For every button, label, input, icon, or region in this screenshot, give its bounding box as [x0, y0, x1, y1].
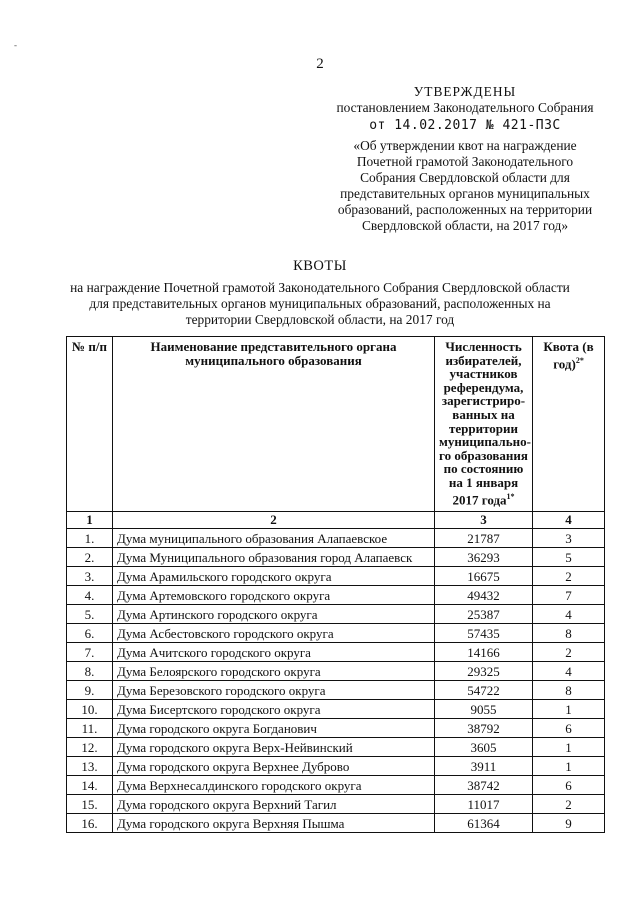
row-quota: 5	[533, 548, 605, 567]
row-quota: 7	[533, 586, 605, 605]
row-quota: 6	[533, 719, 605, 738]
document-title: КВОТЫ	[293, 258, 347, 274]
table-row	[67, 757, 605, 776]
table-row	[67, 567, 605, 586]
row-name: Дума городского округа Верхняя Пышма	[113, 814, 435, 833]
row-population: 25387	[435, 605, 533, 624]
row-number: 3.	[67, 567, 113, 586]
row-name: Дума Верхнесалдинского городского округа	[113, 776, 435, 795]
row-population: 49432	[435, 586, 533, 605]
row-population: 38792	[435, 719, 533, 738]
header-num: № п/п	[67, 337, 113, 512]
row-name: Дума Асбестовского городского округа	[113, 624, 435, 643]
row-population: 3605	[435, 738, 533, 757]
row-population: 21787	[435, 529, 533, 548]
row-number: 7.	[67, 643, 113, 662]
row-name: Дума городского округа Богданович	[113, 719, 435, 738]
row-number: 12.	[67, 738, 113, 757]
column-number: 3	[435, 512, 533, 529]
row-number: 2.	[67, 548, 113, 567]
table-row	[67, 624, 605, 643]
row-number: 4.	[67, 586, 113, 605]
row-name: Дума городского округа Верхний Тагил	[113, 795, 435, 814]
document-subtitle: на награждение Почетной грамотой Законодательного Собрания Свердловской области для представительных органов муниципальных образований, расположенных на территории Свердловской области, на 2017 год	[70, 280, 570, 327]
row-population: 38742	[435, 776, 533, 795]
row-name: Дума городского округа Верх-Нейвинский	[113, 738, 435, 757]
row-quota: 8	[533, 624, 605, 643]
table-row	[67, 662, 605, 681]
row-name: Дума Муниципального образования город Алапаевск	[113, 548, 435, 567]
header-quota: Квота (в год)$^{2*}$	[533, 337, 605, 512]
row-name: Дума Артинского городского округа	[113, 605, 435, 624]
row-number: 10.	[67, 700, 113, 719]
row-quota: 2	[533, 643, 605, 662]
row-population: 36293	[435, 548, 533, 567]
row-number: 15.	[67, 795, 113, 814]
row-number: 6.	[67, 624, 113, 643]
approved-by: постановлением Законодательного Собрания	[336, 100, 594, 115]
row-population: 16675	[435, 567, 533, 586]
row-quota: 4	[533, 662, 605, 681]
table-header-row	[67, 337, 605, 512]
row-population: 14166	[435, 643, 533, 662]
approval-block	[330, 84, 600, 234]
row-quota: 3	[533, 529, 605, 548]
table-row	[67, 548, 605, 567]
row-name: Дума Березовского городского округа	[113, 681, 435, 700]
row-population: 61364	[435, 814, 533, 833]
table-row	[67, 643, 605, 662]
row-number: 5.	[67, 605, 113, 624]
quota-footnote: 2*	[575, 355, 584, 365]
corner-mark: -	[14, 40, 17, 50]
table-body	[67, 529, 605, 833]
row-name: Дума Артемовского городского округа	[113, 586, 435, 605]
row-quota: 2	[533, 567, 605, 586]
column-number: 1	[67, 512, 113, 529]
row-quota: 8	[533, 681, 605, 700]
row-quota: 6	[533, 776, 605, 795]
row-quota: 9	[533, 814, 605, 833]
row-population: 54722	[435, 681, 533, 700]
table-row	[67, 700, 605, 719]
table-row	[67, 814, 605, 833]
header-population: Численность избирателей, участников референдума, зарегистриро-ванных на территории муниципально-го образования по состоянию на 1 января 2017 года$^{1*}$	[435, 337, 533, 512]
quotas-table	[66, 336, 605, 833]
row-number: 8.	[67, 662, 113, 681]
header-name: Наименование представительного органа муниципального образования	[113, 337, 435, 512]
population-footnote: 1*	[506, 491, 515, 501]
row-population: 29325	[435, 662, 533, 681]
table-row	[67, 605, 605, 624]
row-name: Дума муниципального образования Алапаевское	[113, 529, 435, 548]
row-name: Дума городского округа Верхнее Дуброво	[113, 757, 435, 776]
table-row	[67, 586, 605, 605]
resolution-description: «Об утверждении квот на награждение Почетной грамотой Законодательного Собрания Свердловской области для представительных органов муниципальных образований, расположенных на территории Свердловской области, на 2017 год»	[337, 138, 593, 233]
page-number: 2	[316, 56, 324, 72]
row-number: 9.	[67, 681, 113, 700]
table-row	[67, 738, 605, 757]
row-name: Дума Арамильского городского округа	[113, 567, 435, 586]
row-number: 11.	[67, 719, 113, 738]
row-number: 16.	[67, 814, 113, 833]
row-quota: 2	[533, 795, 605, 814]
column-number: 2	[113, 512, 435, 529]
column-number: 4	[533, 512, 605, 529]
table-row	[67, 681, 605, 700]
row-population: 9055	[435, 700, 533, 719]
resolution-stamp: от 14.02.2017 № 421-ПЗС	[369, 118, 561, 133]
row-quota: 1	[533, 738, 605, 757]
table-row	[67, 719, 605, 738]
column-number-row	[67, 512, 605, 529]
row-population: 57435	[435, 624, 533, 643]
row-number: 13.	[67, 757, 113, 776]
table-row	[67, 529, 605, 548]
row-quota: 4	[533, 605, 605, 624]
row-population: 3911	[435, 757, 533, 776]
row-name: Дума Бисертского городского округа	[113, 700, 435, 719]
row-number: 14.	[67, 776, 113, 795]
table-row	[67, 776, 605, 795]
approved-heading: УТВЕРЖДЕНЫ	[413, 84, 517, 99]
table-row	[67, 795, 605, 814]
row-population: 11017	[435, 795, 533, 814]
row-number: 1.	[67, 529, 113, 548]
row-name: Дума Ачитского городского округа	[113, 643, 435, 662]
row-quota: 1	[533, 700, 605, 719]
row-name: Дума Белоярского городского округа	[113, 662, 435, 681]
row-quota: 1	[533, 757, 605, 776]
